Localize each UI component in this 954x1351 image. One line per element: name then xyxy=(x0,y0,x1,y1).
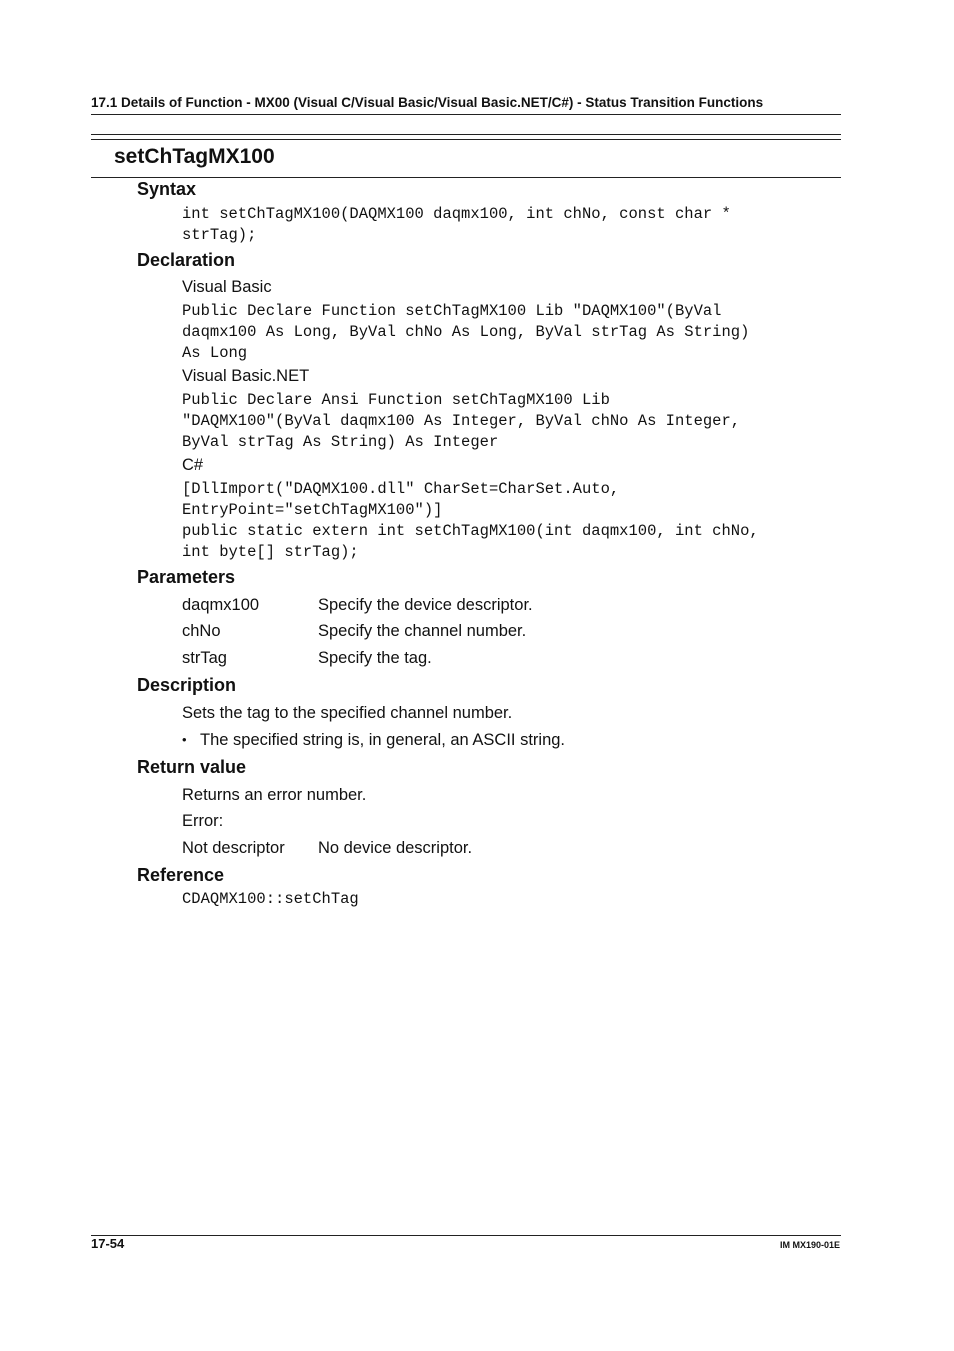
document-id: IM MX190-01E xyxy=(779,1240,840,1250)
cs-code-line-1: [DllImport("DAQMX100.dll" CharSet=CharSet.Auto, xyxy=(182,480,620,498)
parameters-heading: Parameters xyxy=(137,567,236,587)
param-desc: Specify the channel number. xyxy=(318,622,527,640)
declaration-heading: Declaration xyxy=(137,250,236,270)
footer-rule xyxy=(91,1235,841,1236)
cs-code-line-3: public static extern int setChTagMX100(int daqmx100, int chNo, xyxy=(182,522,759,540)
param-desc: Specify the tag. xyxy=(318,649,432,667)
bullet-text: The specified string is, in general, an ASCII string. xyxy=(200,731,566,749)
description-heading: Description xyxy=(137,675,237,695)
error-label: Error: xyxy=(182,812,224,830)
function-title: setChTagMX100 xyxy=(114,145,275,168)
reference-code: CDAQMX100::setChTag xyxy=(182,890,359,908)
vbnet-label: Visual Basic.NET xyxy=(182,367,310,385)
running-header: 17.1 Details of Function - MX00 (Visual C/Visual Basic/Visual Basic.NET/C#) - Status Transition Functions xyxy=(91,95,764,110)
param-desc: Specify the device descriptor. xyxy=(318,596,533,614)
vbnet-code-line-3: ByVal strTag As String) As Integer xyxy=(182,433,499,451)
reference-heading: Reference xyxy=(137,865,225,885)
syntax-code-line-1: int setChTagMX100(DAQMX100 daqmx100, int chNo, const char * xyxy=(182,205,731,223)
return-value-heading: Return value xyxy=(137,757,247,777)
page-number: 17-54 xyxy=(91,1236,125,1251)
vb-code-line-2: daqmx100 As Long, ByVal chNo As Long, ByVal strTag As String) xyxy=(182,323,750,341)
description-bullet xyxy=(182,731,565,750)
cs-label: C# xyxy=(182,456,204,474)
vb-code-line-1: Public Declare Function setChTagMX100 Lib "DAQMX100"(ByVal xyxy=(182,302,722,320)
description-text: Sets the tag to the specified channel number. xyxy=(182,704,513,722)
error-desc: No device descriptor. xyxy=(318,839,473,857)
vb-label: Visual Basic xyxy=(182,278,272,296)
bullet-icon: • xyxy=(182,732,187,747)
param-name: strTag xyxy=(182,649,227,667)
syntax-code-line-2: strTag); xyxy=(182,226,257,244)
title-bottom-rule xyxy=(91,177,841,178)
vbnet-code-line-2: "DAQMX100"(ByVal daqmx100 As Integer, ByVal chNo As Integer, xyxy=(182,412,741,430)
cs-code-line-2: EntryPoint="setChTagMX100")] xyxy=(182,501,443,519)
title-top-rule xyxy=(91,134,841,135)
return-value-text: Returns an error number. xyxy=(182,786,367,804)
param-name: chNo xyxy=(182,622,221,640)
syntax-heading: Syntax xyxy=(137,179,197,199)
vb-code-line-3: As Long xyxy=(182,344,248,362)
error-name: Not descriptor xyxy=(182,839,285,857)
cs-code-line-4: int byte[] strTag); xyxy=(182,543,359,561)
param-name: daqmx100 xyxy=(182,596,260,614)
header-rule xyxy=(91,114,841,115)
title-top-rule-2 xyxy=(91,139,841,140)
vbnet-code-line-1: Public Declare Ansi Function setChTagMX100 Lib xyxy=(182,391,610,409)
